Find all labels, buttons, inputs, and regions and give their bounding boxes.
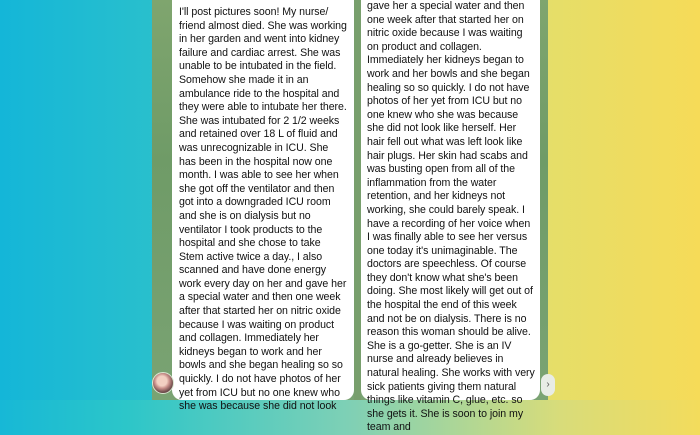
message-text-left: I'll post pictures soon! My nurse/ friend almost died. She was working in her garden and went into kidney failure and cardiac arrest. She was unable to be intubated in the field. Somehow she made it in an ambulance ride to the hospital and they were able to intubate her there. She was intubated for 2 1/2 weeks and retained over 18 L of fluid and was unrecognizable in ICU. She has been in the hospital now one month. I was able to see her when she got off the ventilator and then got into a downgraded ICU room and she is on dialysis but no ventilator I took products to the hospital and she chose to take Stem active twice a day., I also scanned and have done energy work every day on her and gave her a special water and then one week after that started her on nitric oxide because I was waiting on product and collagen. Immediately her kidneys began to work and her bowls and she began healing so so quickly. I do not have photos of her yet from ICU but no one knew who she was because she did not look (179, 6, 347, 413)
message-bubble-right (361, 0, 540, 434)
message-text-right: gave her a special water and then one week after that started her on nitric oxide because I was waiting on product and collagen. Immediately her kidneys began to work and her bowls and she began healing so so quickly. I do not have photos of her yet from ICU but no one knew who she was because she did not look like herself. Her hair fell out what was left look like hair plugs. Her skin had scabs and was busting open from all of the inflammation from the water retention, and her kidneys not working, she could barely speak. I have a recording of her voice when I was finally able to see her versus one today it's unimaginable. The doctors are speechless. Of course they don't know what she's been doing. She most likely will get out of the hospital the end of this week and not be on dialysis. There is no reason this woman should be alive. She is a go-getter. She is an IV nurse and already believes in natural healing. She works with very sick patients giving them natural things like vitamin C, glue, etc. so she gets it. She is soon to join my team and (367, 0, 535, 434)
chevron-right-icon[interactable]: › (541, 374, 555, 396)
message-bubble-left (172, 0, 354, 413)
profile-avatar[interactable] (152, 372, 174, 394)
backdrop-right (540, 0, 700, 400)
backdrop-left (0, 0, 160, 400)
screenshot-divider (354, 0, 361, 400)
